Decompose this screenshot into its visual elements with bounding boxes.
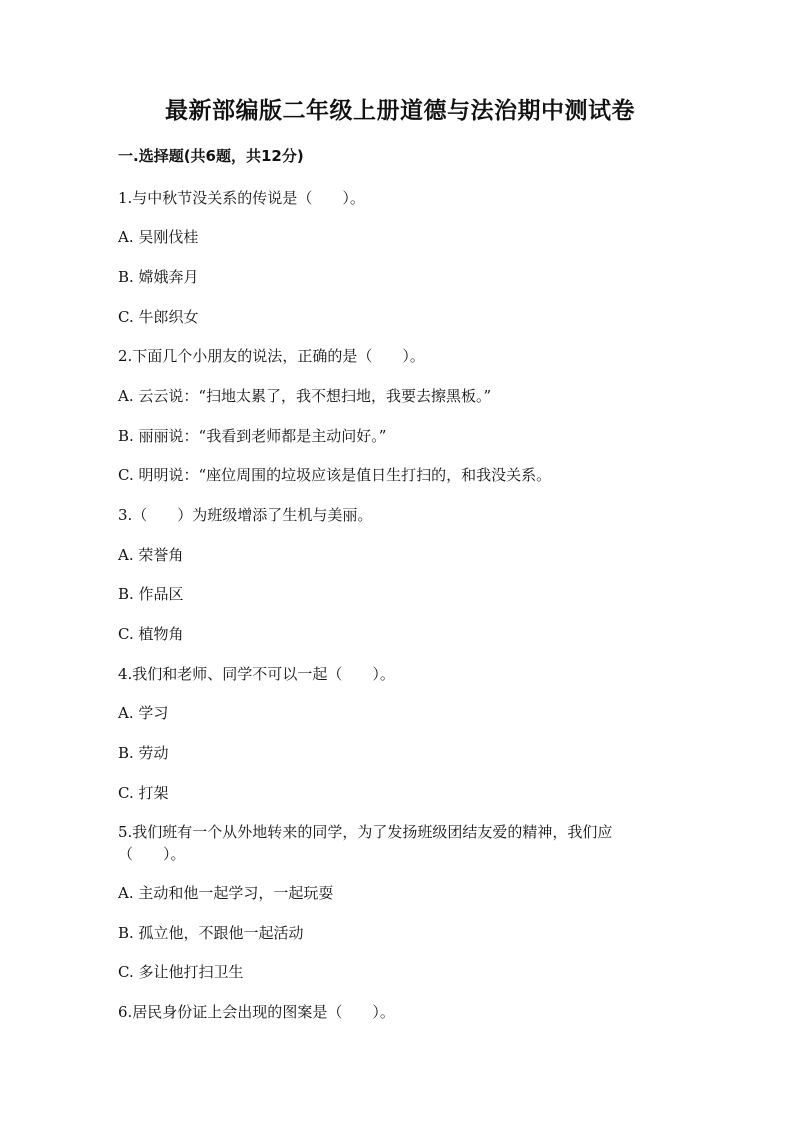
question-3-stem: 3.（ ）为班级增添了生机与美丽。	[118, 506, 373, 524]
question-1-option-a: A. 吴刚伐桂	[118, 228, 199, 246]
question-3-option-c: C. 植物角	[118, 625, 184, 643]
question-2-stem: 2.下面几个小朋友的说法，正确的是（ ）。	[118, 347, 425, 365]
question-1-option-b: B. 嫦娥奔月	[118, 268, 199, 286]
question-5-option-b: B. 孤立他，不跟他一起活动	[118, 924, 304, 942]
page-title: 最新部编版二年级上册道德与法治期中测试卷	[165, 97, 635, 124]
question-4-option-a: A. 学习	[118, 704, 169, 722]
question-5-stem-line-2: （ ）。	[118, 845, 186, 863]
question-2-option-b: B. 丽丽说：“我看到老师都是主动问好。”	[118, 427, 387, 445]
question-1-stem: 1.与中秋节没关系的传说是（ ）。	[118, 189, 365, 207]
question-5-option-c: C. 多让他打扫卫生	[118, 963, 244, 981]
question-5-option-a: A. 主动和他一起学习，一起玩耍	[118, 884, 334, 902]
question-3-option-a: A. 荣誉角	[118, 546, 184, 564]
section-heading: 一.选择题(共6题，共12分)	[118, 147, 304, 165]
question-3-option-b: B. 作品区	[118, 585, 184, 603]
question-4-option-c: C. 打架	[118, 784, 169, 802]
question-4-option-b: B. 劳动	[118, 744, 169, 762]
question-2-option-c: C. 明明说：“座位周围的垃圾应该是值日生打扫的，和我没关系。	[118, 466, 552, 484]
question-2-option-a: A. 云云说：“扫地太累了，我不想扫地，我要去擦黑板。”	[118, 387, 492, 405]
question-6-stem: 6.居民身份证上会出现的图案是（ ）。	[118, 1003, 395, 1021]
question-5-stem-line-1: 5.我们班有一个从外地转来的同学，为了发扬班级团结友爱的精神，我们应	[118, 823, 613, 841]
question-1-option-c: C. 牛郎织女	[118, 308, 199, 326]
question-4-stem: 4.我们和老师、同学不可以一起（ ）。	[118, 665, 395, 683]
